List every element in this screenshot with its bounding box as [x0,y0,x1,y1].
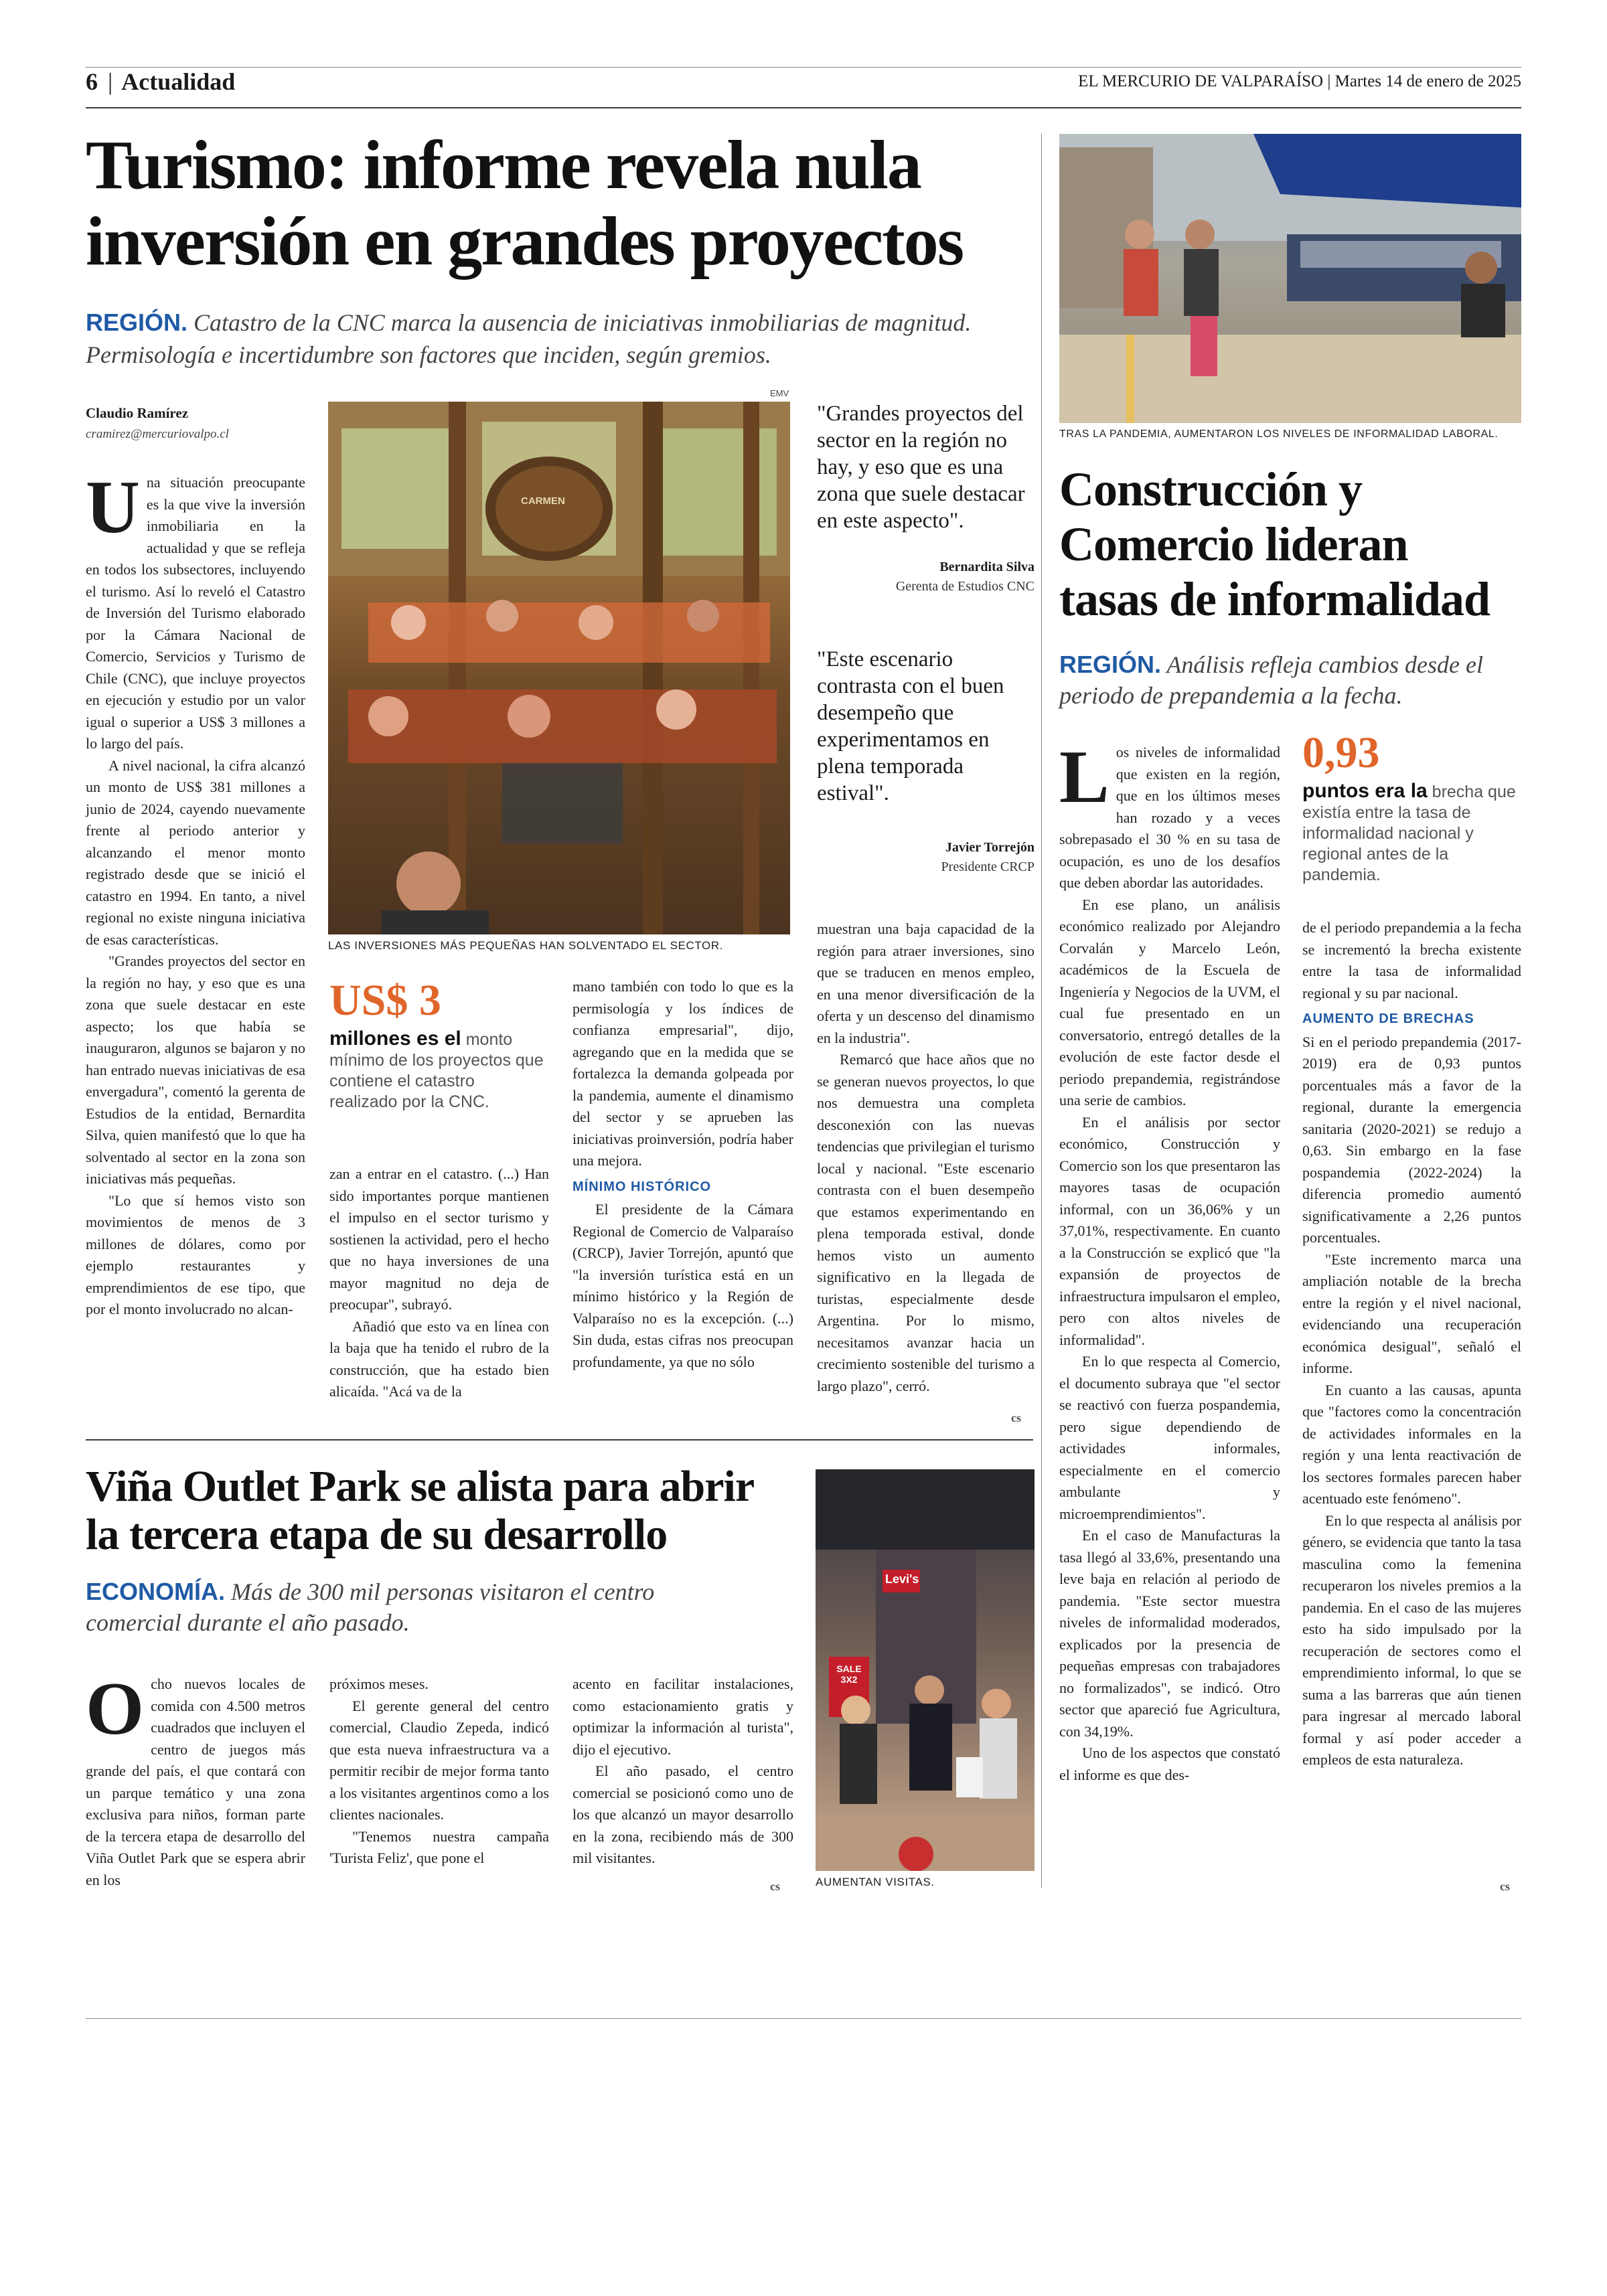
article3-photo-caption: TRAS LA PANDEMIA, AUMENTARON LOS NIVELES DE INFORMALIDAD LABORAL. [1059,428,1499,440]
quote-text-1: "Grandes proyectos del sector en la región no hay, y eso que es una zona que suele destacar en este aspecto". [817,402,1025,533]
top-rule [86,67,1521,68]
article3-paragraph: En ese plano, un análisis económico realizado por Alejandro Corvalán y Marcelo León, académicos de la Escuela de Ingeniería y Negocios de la UVM, el cual fue presentado en un conversatorio, entregó detalles de la evolución de este factor desde el periodo prepandemia, registrándose una serie de cambios. [1059,896,1280,1109]
article1-photo-caption: LAS INVERSIONES MÁS PEQUEÑAS HAN SOLVENTADO EL SECTOR. [328,939,724,952]
article1-headline-line1: Turismo: informe revela nula [86,127,921,203]
article1-subhead: MÍNIMO HISTÓRICO [572,1179,712,1194]
quote-name-2: Javier Torrejón [945,840,1035,855]
article3-paragraph: os niveles de informalidad que existen en la región, que en los últimos meses han rozado y a veces sobrepasado el 30 % en su tasa de ocupación, es uno de los desafíos que deben abordar las autoridades. [1059,744,1280,891]
photo-credit: EMV [770,388,789,398]
article3-paragraph: de el periodo prepandemia a la fecha se incrementó la brecha existente entre la tasa de informalidad regional y su par nacional. [1302,919,1521,1001]
article3-number-value: 0,93 [1302,728,1380,777]
article3-paragraph: En lo que respecta al análisis por género, se evidencia que tanto la tasa masculina como la femenina recuperaron los niveles premios a la pandemia. En el caso de las mujeres esto ha sido impulsado por la recuperación de sectores como el emprendimiento informal, lo que se suma a las barreras que aún tienen para ingresar al mercado laboral formal y así poder acceder a empleos de esta naturaleza. [1302,1511,1521,1768]
quote-name-1: Bernardita Silva [939,560,1035,574]
article1-headline [86,127,1037,280]
article1-paragraph: mano también con todo lo que es la permisología y los índices de confianza empresarial", dijo, agregando que en la medida que se fortalezca la demanda golpeada por la pandemia, aumente el dinamismo del sector y se aprueben las iniciativas proinversión, podría haber una mejora. [572,978,793,1169]
article1-paragraph: zan a entrar en el catastro. (...) Han sido importantes porque mantienen el impulso en el sector turismo y sostienen la actividad, pero el hecho que no haya inversiones de una mayor magnitud no deja de preocupar", subrayó. [329,1165,549,1313]
article1-number-highlight [329,977,544,1113]
outlet-store-sign: Levi's [885,1572,919,1586]
article1-number-bold: millones es el [329,1028,461,1050]
article3-kicker: REGIÓN. [1059,651,1162,678]
restaurant-photo-illustration [328,402,790,934]
quote-role-1: Gerenta de Estudios CNC [895,579,1035,594]
article2-column3 [572,1673,793,1870]
article1-photo [328,402,790,934]
article2-headline-line1: Viña Outlet Park se alista para abrir [86,1462,755,1511]
outlet-sale-sign: SALE 3X2 [836,1663,862,1685]
article2-headline-line2: la tercera etapa de su desarrollo [86,1510,668,1559]
article2-paragraph: acento en facilitar instalaciones, como estacionamiento gratis y optimizar la información al turista", dijo el ejecutivo. [572,1675,793,1758]
article3-deck: Análisis refleja cambios desde el periodo de prepandemia a la fecha. [1059,651,1483,709]
article3-column1 [1059,736,1280,1786]
article1-number-value: US$ 3 [329,976,441,1025]
article3-photo [1059,134,1521,423]
article3-headline-line1: Construcción y [1059,463,1362,516]
page-number: 6 [86,68,98,95]
article3-headline-line2: Comercio lideran [1059,517,1408,571]
article2-column2 [329,1673,549,1870]
article1-paragraph: Añadió que esto va en línea con la baja que ha tenido el rubro de la construcción, que ha estado bien alicaída. "Acá va de la [329,1317,549,1400]
article3-endmark: cs [1500,1880,1510,1893]
article1-number-text: monto mínimo de los proyectos que contiene el catastro realizado por la CNC. [329,1030,544,1111]
article1-column2 [329,1163,549,1403]
article1-paragraph: El presidente de la Cámara Regional de Comercio de Valparaíso (CRCP), Javier Torrejón, apuntó que "la inversión turística está en un mínimo histórico y la Región de Valparaíso no es la excepción. (...) Sin duda, estas cifras nos preocupan profundamente, ya que no sólo [572,1201,793,1370]
article1-paragraph: A nivel nacional, la cifra alcanzó un monto de US$ 381 millones a junio de 2024, cayendo nuevamente frente al periodo anterior y alcanzando el menor monto registrado desde que se inició el catastro en 1994. En tanto, a nivel regional no existe ninguna iniciativa de esas características. [86,756,305,948]
article1-paragraph: "Grandes proyectos del sector en la región no hay, y eso que es una zona que suele destacar en este aspecto; los que había se inauguraron, algunos se bajaron y no han entrado nuevas iniciativas de esa envergadura", comentó la gerenta de Estudios de la entidad, Bernardita Silva, quien manifestó que lo que ha solventado al sector en la zona son iniciativas más pequeñas. [86,953,305,1187]
article2-dropcap: O [86,1667,145,1750]
article1-author: Claudio Ramírez [86,405,189,421]
article1-email: cramirez@mercuriovalpo.cl [86,427,229,441]
article2-photo [816,1469,1035,1871]
article2-paragraph: El año pasado, el centro comercial se posicionó como uno de los que alcanzó un mayor desarrollo en la zona, recibiendo más de 300 mil visitantes. [572,1762,793,1866]
article3-number-text: brecha que existía entre la tasa de informalidad nacional y regional antes de la pandemia. [1302,783,1516,884]
article1-paragraph: Remarcó que hace años que no se generan nuevos proyectos, lo que nos demuestra una completa desconexión con las nuevas tendencias que privilegian el turismo local y nacional. "Este escenario contrasta con el buen desempeño que estamos experimentando en plena temporada estival, donde hemos visto un aumento significativo en la llegada de turistas, especialmente desde Argentina. Por lo mismo, necesitamos avanzar hacia un crecimiento sostenible del turismo a largo plazo", cerró. [817,1051,1035,1394]
article1-endmark: cs [1011,1411,1021,1424]
header-rule [86,107,1521,108]
article1-dropcap: U [86,466,140,549]
quote-role-2: Presidente CRCP [941,859,1035,874]
quote-block-1 [817,400,1035,594]
article2-deck-block [86,1576,755,1638]
article2-paragraph: El gerente general del centro comercial, Claudio Zepeda, indicó que esta nueva infraestructura va a permitir recibir de mejor forma tanto a los visitantes argentinos como a los clientes nacionales. [329,1697,549,1823]
restaurant-sign: CARMEN [521,495,565,507]
article3-paragraph: "Este incremento marca una ampliación notable de la brecha entre la región y el nivel nacional, evidenciando una recuperación económica desigual", señaló el informe. [1302,1250,1521,1376]
article2-paragraph: cho nuevos locales de comida con 4.500 metros cuadrados que incluyen el centro de juegos más grande del país, el que contará con un parque temático y una zona exclusiva para niños, forman parte de la tercera etapa de desarrollo del Viña Outlet Park que se espera abrir en los [86,1675,305,1888]
article3-dropcap: L [1059,736,1109,819]
article3-headline-line3: tasas de informalidad [1059,572,1490,626]
article2-column1 [86,1667,305,1891]
masthead: EL MERCURIO DE VALPARAÍSO | Martes 14 de enero de 2025 [1078,72,1521,90]
article3-paragraph: En el análisis por sector económico, Construcción y Comercio son los que presentaron las mayores tasas de ocupación informal, con un 36,06% y un 37,01%, respectivamente. En cuanto a la Construcción se explicó que "la expansión de proyectos de infraestructura impulsaron el empleo, pero con altos niveles de informalidad". [1059,1113,1280,1348]
article3-column2 [1302,917,1521,1771]
quote-text-2: "Este escenario contrasta con el buen desempeño que experimentamos en plena temporada estival". [817,647,1004,805]
article2-headline [86,1463,795,1559]
article2-endmark: cs [770,1880,780,1893]
article1-paragraph: "Lo que sí hemos visto son movimientos de menos de 3 millones de dólares, como por ejemplo restaurantes y emprendimientos de ese tipo, que por el monto involucrado no alcan- [86,1192,305,1317]
article1-kicker: REGIÓN. [86,309,188,336]
article3-number-highlight [1302,730,1521,886]
article3-paragraph: Si en el periodo prepandemia (2017-2019) era de 0,93 puntos porcentuales más a favor de la regional, durante la emergencia sanitaria (2020-2021) se redujo a 0,63. Sin embargo en la fase pospandemia (2022-2024) la diferencia promedio aumentó significativamente a 2,26 puntos porcentuales. [1302,1033,1521,1246]
article3-paragraph: En cuanto a las causas, apunta que "factores como la concentración de actividades informales en la región y una lenta reactivación de los sectores formales parecen haber acentuado este fenómeno". [1302,1381,1521,1507]
article3-deck-block [1059,649,1521,711]
article1-paragraph: na situación preocupante es la que vive la inversión inmobiliaria en la actualidad y que se refleja en todos los subsectores, incluyendo el turismo. Así lo reveló el Catastro de Inversión del Turismo elaborado por la Cámara Nacional de Comercio, Servicios y Turismo de Chile (CNC), que incluye proyectos en ejecución y estudio por un valor igual o superior a US$ 3 millones a lo largo del país. [86,474,305,752]
article1-column3 [572,976,793,1373]
article1-column4 [817,918,1035,1397]
page-header-left: 6 | Actualidad [86,68,236,95]
street-market-photo-illustration [1059,134,1521,423]
article3-paragraph: En lo que respecta al Comercio, el documento subraya que "el sector se reactivó con fuerza pospandemia, pero sigue dependiendo de actividades informales, especialmente en el comercio ambulante y microemprendimientos". [1059,1353,1280,1522]
section-name: Actualidad [121,68,236,95]
article2-deck: Más de 300 mil personas visitaron el centro comercial durante el año pasado. [86,1578,655,1636]
article1-column1 [86,466,305,1321]
article3-paragraph: Uno de los aspectos que constató el informe es que des- [1059,1744,1280,1783]
article3-headline [1059,462,1521,627]
quote-block-2 [817,646,1035,875]
article2-paragraph: próximos meses. [329,1675,429,1692]
article1-deck-block [86,307,1037,371]
article2-photo-caption: AUMENTAN VISITAS. [816,1876,935,1888]
article3-paragraph: En el caso de Manufacturas la tasa llegó al 33,6%, presentando una leve baja en relación al periodo de pandemia. "Este sector muestra niveles de informalidad moderados, explicados por la presencia de pequeñas empresas con trabajadores no formalizados", se indicó. Otro sector que apareció fue Agricultura, con 34,19%. [1059,1527,1280,1740]
column-divider [1041,134,1042,1888]
article-separator [86,1439,1033,1441]
article1-headline-line2: inversión en grandes proyectos [86,203,964,280]
article1-deck: Catastro de la CNC marca la ausencia de iniciativas inmobiliarias de magnitud. Permisología e incertidumbre son factores que inciden, según gremios. [86,309,972,368]
article3-subhead: AUMENTO DE BRECHAS [1302,1011,1474,1026]
bottom-rule [86,2018,1521,2019]
article3-number-bold: puntos era la [1302,780,1428,802]
article1-paragraph: muestran una baja capacidad de la región para atraer inversiones, sino que se traducen en menos empleo, en una menor diversificación de la oferta y un descenso del dinamismo en la industria". [817,920,1035,1046]
article2-paragraph: "Tenemos nuestra campaña 'Turista Feliz', que pone el [329,1827,549,1866]
article2-kicker: ECONOMÍA. [86,1578,226,1605]
